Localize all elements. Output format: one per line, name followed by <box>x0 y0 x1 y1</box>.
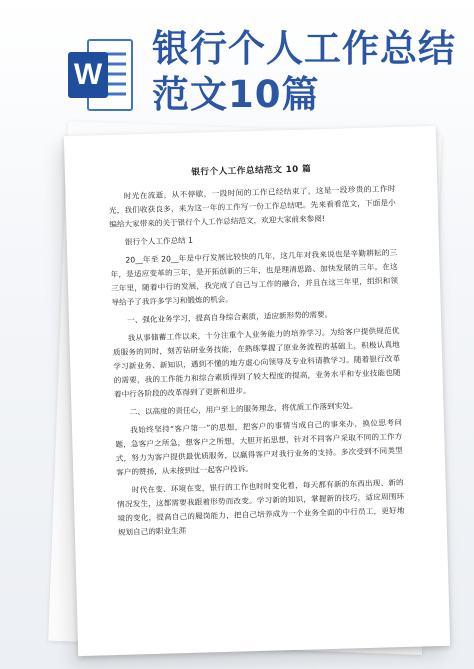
word-document-icon <box>66 34 136 116</box>
paragraph-study: 我从事储蓄工作以来，十分注重个人业务能力的培养学习。为给客户提供规范优质服务的同时，刻苦钻研业务技能，在熟练掌握了原业务流程的基础上，积极认真地学习新业务、新知识，遇到不懂的地方虚心向领导及专业科请教学习。随着银行改革的需要，我的工作能力和综合素质得到了较大程度的提高，业务水平和专业技能也随着中行各阶段的改革得到了更新和进步。 <box>112 326 401 399</box>
paragraph-overview: 20__年至 20__年是中行发展比较快的几年，这几年对我来说也是辛勤耕耘的三年，是适应变革的三年，是开拓创新的三年，也是理清思路、加快发展的三年。在这三年里，随着中行的发展，我完成了自己与工作的融合，并且在这三年里，组织和领导给予了我许多学习和锻炼的机会。 <box>110 248 399 308</box>
hero-title-line-1: 银行个人工作总结 <box>152 27 456 70</box>
logo-letter: W <box>73 58 103 91</box>
hero-title <box>152 26 462 118</box>
document-title: 银行个人工作总结范文 10 篇 <box>191 164 312 178</box>
subheading-1: 一、强化业务学习，提高自身综合素质，适应新形势的需要。 <box>127 309 333 325</box>
hero-title-line-2: 范文10篇 <box>152 73 320 116</box>
paragraph-intro: 时光在流逝，从不停歇，一段时间的工作已经结束了，这是一段珍贵的工作时光，我们收获良多，来为这一年的工作写一份工作总结吧。先来看看范文，下面是小编给大家带来的关于银行个人工作总结范文，欢迎大家前来参阅! <box>108 184 396 230</box>
section-heading-1: 银行个人工作总结 1 <box>124 235 194 247</box>
paragraph-service: 我始终坚持“客户第一”的思想，把客户的事情当成自己的事来办，换位思考问题，急客户之所急，想客户之所想，大胆开拓思想，针对不同客户采取不同的工作方式，努力为客户提供最优质服务，以赢得客户对我行业务的支持。多次受到不同类型客户的赞扬，从未接到过一起客户投诉。 <box>115 417 403 477</box>
document-page <box>64 126 450 656</box>
subheading-2: 二、以高度的责任心，用户至上的服务理念，将优质工作落到实处。 <box>129 401 358 417</box>
document-body <box>108 160 405 544</box>
paragraph-change: 时代在变、环境在变，银行的工作也时时变化着，每天都有新的东西出现、新的情况发生，这都需要我跟着形势而改变。学习新的知识，掌握新的技巧，适应周围环境的变化，提高自己的履岗能力，把自己培养成为一个业务全面的中行员工，更好地规划自己的职业生涯 <box>116 477 405 537</box>
